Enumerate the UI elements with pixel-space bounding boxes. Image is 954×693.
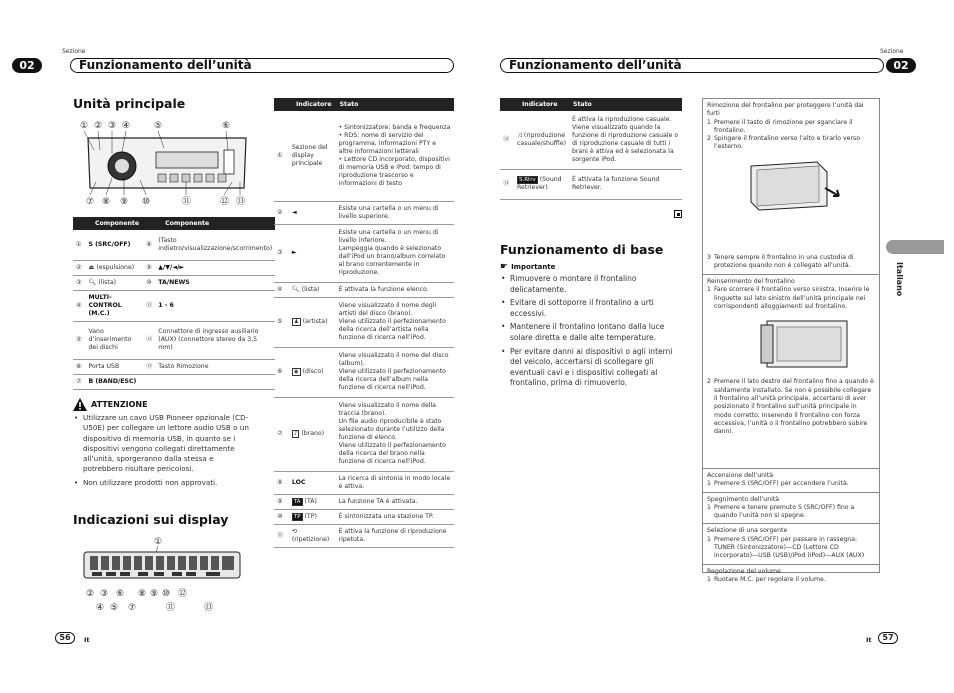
svg-text:⑦: ⑦ (86, 197, 95, 207)
list-item: • Evitare di sottoporre il frontalino a urti eccessivi. (500, 298, 684, 319)
table-row (274, 224, 454, 282)
status-text: Viene visualizzato il nome del disco (album). Viene utilizzato il perfezionamento della ricerca dell’album nella funzione di ricerca nell’iPod. (336, 347, 454, 397)
row-number: ⑪ (143, 290, 155, 321)
head-unit-illustration (78, 116, 256, 208)
svg-text:①: ① (154, 537, 163, 547)
repeat-icon: ⟲ (291, 527, 298, 535)
table-row (500, 169, 682, 199)
table-row (73, 290, 275, 321)
status-text: È attiva la funzione di riproduzione ripetuta. (336, 524, 454, 547)
indicator-label (289, 509, 336, 524)
component-label: Connettore di ingresso ausiliario (AUX) (connettore stereo da 3,5 mm) (155, 321, 275, 359)
status-header: Stato (336, 98, 454, 111)
indicator-header: Indicatore (500, 98, 569, 111)
status-text: Esiste una cartella o un menu di livello inferiore. Lampeggia quando è selezionato dall’iPod un brano/album correlato al brano correntemente in riproduzione. (336, 224, 454, 282)
reinsert-title: Reinserimento del frontalino (707, 278, 795, 285)
table-row (73, 374, 275, 389)
components-header-2: Componente (143, 217, 275, 230)
step-1-icon: 1 (707, 575, 711, 583)
row-number: ② (274, 201, 289, 224)
svg-text:⑪: ⑪ (166, 603, 176, 613)
song-icon: ♪ (293, 431, 298, 437)
svg-text:⑫: ⑫ (178, 589, 188, 599)
table-row (73, 230, 275, 260)
end-mark-icon (674, 210, 682, 218)
indicator-label (514, 111, 569, 169)
warning-item: • Non utilizzare prodotti non approvati. (73, 478, 255, 488)
component-label: MULTI-CONTROL (M.C.) (85, 290, 143, 321)
list-item: • Rimuovere o montare il frontalino delicatamente. (500, 274, 684, 295)
row-number: ④ (274, 282, 289, 297)
svg-text:⑧: ⑧ (102, 197, 111, 207)
table-row (274, 494, 454, 509)
component-label: Tasto Rimozione (155, 359, 275, 374)
svg-text:⑨: ⑨ (150, 589, 159, 599)
component-label: 1 - 6 (155, 290, 275, 321)
remove-faceplate-drawing (747, 158, 843, 216)
indicator-label: ◄ (289, 201, 336, 224)
power-off-section (703, 493, 879, 525)
status-text: La funzione TA è attivata. (336, 494, 454, 509)
svg-text:⑧: ⑧ (138, 589, 147, 599)
component-label (155, 374, 275, 389)
importante-block (500, 262, 555, 272)
components-table (73, 217, 275, 390)
step-2-icon: 2 (707, 378, 711, 386)
indicator-label: ► (289, 224, 336, 282)
importante-label: Importante (511, 263, 556, 271)
step-1-icon: 1 (707, 118, 711, 126)
status-text: È attivata la funzione elenco. (336, 282, 454, 297)
source-section (703, 524, 879, 564)
row-number: ⑥ (274, 347, 289, 397)
tp-indicator: (TP) (304, 512, 317, 520)
sound-retriever-icon: S.Rtrv (519, 177, 536, 183)
svg-text:⑤: ⑤ (110, 603, 119, 613)
list-indicator: (lista) (301, 285, 320, 293)
instructions-box (702, 98, 880, 583)
table-row (274, 397, 454, 471)
row-number: ⑫ (143, 321, 155, 359)
step-1-icon: 1 (707, 480, 711, 488)
ta-indicator: (TA) (304, 497, 317, 505)
status-header: Stato (569, 98, 682, 111)
reinsert-section (703, 275, 879, 469)
indicator-label (289, 524, 336, 547)
row-number: ⑦ (73, 374, 85, 389)
row-number: ⑩ (143, 275, 155, 290)
step-3-icon: 3 (707, 254, 711, 261)
table-row (73, 321, 275, 359)
section-number: 02 (12, 58, 42, 73)
table-row (73, 359, 275, 374)
row-number: ⑨ (274, 494, 289, 509)
row-number: ① (73, 230, 85, 260)
disc-icon: ◉ (293, 369, 299, 375)
component-label: ▲/▼/◄/► (155, 260, 275, 275)
indicator-label (289, 297, 336, 347)
display-title: Indicazioni sui display (73, 512, 229, 527)
shuffle-icon: ⤨ (517, 131, 524, 139)
table-row (274, 282, 454, 297)
step-1-icon: 1 (707, 503, 711, 511)
remove-title: Rimozione del frontalino per proteggere l’unità dai furti (707, 102, 864, 118)
list-icon: 🔍︎ (291, 285, 302, 293)
row-number: ③ (274, 224, 289, 282)
svg-text:⑬: ⑬ (236, 197, 246, 207)
component-label: S (SRC/OFF) (85, 230, 143, 260)
page-number-left: 56 (55, 632, 75, 644)
head-unit-drawing (78, 116, 256, 208)
status-text: È sintonizzata una stazione TP. (336, 509, 454, 524)
sezione-label: Sezione (62, 48, 86, 55)
svg-text:⑤: ⑤ (154, 121, 163, 131)
warning-block (73, 398, 255, 491)
svg-text:⑨: ⑨ (120, 197, 129, 207)
artist-indicator: (artista) (302, 318, 328, 325)
table-row (274, 297, 454, 347)
component-label: Vano d’inserimento dei dischi (85, 321, 143, 359)
status-text: È attiva la riproduzione casuale. Viene visualizzato quando la funzione di riproduzione casuale o di riproduzione casuale di tutti i brani è attiva ed è selezionata la sorgente iPod. (569, 111, 682, 169)
source-step: Premere S (SRC/OFF) per passare in rassegna: TUNER (Sintonizzatore)—CD (Lettore CD incorporato)—USB (USB)/iPod (iPod)—AUX (AUX) (713, 535, 865, 560)
italiano-label: Italiano (895, 262, 904, 297)
table-row (274, 509, 454, 524)
lang-left: It (84, 636, 90, 644)
page-number-right: 57 (878, 632, 898, 644)
power-on-section (703, 469, 879, 493)
tp-icon: TP (293, 513, 301, 520)
song-indicator: (brano) (301, 430, 325, 437)
volume-step: Ruotare M.C. per regolare il volume. (713, 575, 826, 583)
svg-text:③: ③ (108, 121, 117, 131)
svg-text:⑦: ⑦ (128, 603, 137, 613)
ta-icon: TA (293, 498, 301, 505)
row-number: ⑥ (73, 359, 85, 374)
row-number: ⑨ (143, 260, 155, 275)
indicator-label: Sezione del display principale (289, 111, 336, 201)
list-item: • Per evitare danni ai dispositivi o agli interni del veicolo, accertarsi di scollegare gli eventuali cavi e i dispositivi collegati al frontalino, prima di rimuoverlo. (500, 347, 684, 389)
svg-text:②: ② (86, 589, 95, 599)
warning-title: ATTENZIONE (91, 400, 148, 409)
status-text: Viene visualizzato il nome degli artisti del disco (brano). Viene utilizzato il perfezionamento della ricerca dell’artista nella funzione di ricerca nell’iPod. (336, 297, 454, 347)
row-number: ⑧ (143, 230, 155, 260)
volume-title: Regolazione del volume (707, 567, 781, 575)
chapter-title: Funzionamento dell’unità (70, 58, 454, 73)
remove-section (703, 99, 879, 251)
svg-text:④: ④ (96, 603, 105, 613)
status-text: È attivata la funzione Sound Retriever. (569, 169, 682, 199)
row-number: ⑬ (143, 359, 155, 374)
row-number (143, 374, 155, 389)
italiano-side-label (892, 262, 906, 322)
svg-text:④: ④ (122, 121, 131, 131)
components-header-1: Componente (73, 217, 143, 230)
chapter-title-right: Funzionamento dell’unità (500, 58, 884, 73)
svg-text:⑥: ⑥ (116, 589, 125, 599)
base-list (500, 274, 684, 392)
component-label: Porta USB (85, 359, 143, 374)
power-off-step: Premere e tenere premuto S (SRC/OFF) fino a quando l’unità non si spegne. (713, 503, 855, 520)
power-on-title: Accensione dell’unità (707, 472, 773, 479)
artist-icon: ♟ (293, 319, 299, 325)
status-text: Esiste una cartella o un menu di livello superiore. (336, 201, 454, 224)
remove-step-3-section (703, 251, 879, 275)
repeat-indicator: (ripetizione) (291, 535, 330, 543)
list-icon: 🔍︎ (88, 278, 99, 286)
source-title: Selezione di una sorgente (707, 527, 788, 535)
table-row (274, 524, 454, 547)
row-number: ⑦ (274, 397, 289, 471)
status-text: Viene visualizzato il nome della traccia (brano). Un file audio riproducibile è stato selezionato durante l’utilizzo della funzione di elenco. Viene utilizzato il perfezionamento della ricerca del brano nella funzione di ricerca nell’iPod. (336, 397, 454, 471)
row-number: ① (274, 111, 289, 201)
component-label: TA/NEWS (155, 275, 275, 290)
row-number: ③ (73, 275, 85, 290)
svg-text:⑬: ⑬ (204, 603, 214, 613)
eject-icon: ⏏ (88, 263, 97, 271)
table-row (274, 471, 454, 494)
language-tab (886, 240, 944, 254)
base-title: Funzionamento di base (500, 242, 664, 257)
table-row (274, 201, 454, 224)
section-number-right: 02 (886, 58, 916, 73)
warning-icon (73, 398, 87, 411)
status-text: • Sintonizzatore: banda e frequenza • RDS: nome di servizio del programma, informazioni PTY e altre informazioni letterali • Lettore CD incorporato, dispositivi di memoria USB e iPod: tempo di riproduzione trascorso e informazioni di testo (336, 111, 454, 201)
table-row (73, 275, 275, 290)
row-number: ⑤ (73, 321, 85, 359)
power-on-step: Premere S (SRC/OFF) per accendere l’unità. (713, 480, 849, 488)
step-2-icon: 2 (707, 135, 711, 143)
svg-text:①: ① (80, 121, 89, 131)
table-row (73, 260, 275, 275)
row-number: ⑧ (274, 471, 289, 494)
indicator-header: Indicatore (274, 98, 336, 111)
row-number: ⑬ (500, 169, 514, 199)
svg-text:⑩: ⑩ (162, 589, 171, 599)
svg-text:②: ② (94, 121, 103, 131)
svg-text:⑫: ⑫ (220, 197, 230, 207)
indicator-label (514, 169, 569, 199)
component-label (85, 260, 143, 275)
svg-text:③: ③ (100, 589, 109, 599)
shuffle-indicator: (riproduzione casuale/shuffle) (517, 131, 567, 147)
component-label (85, 275, 143, 290)
disc-indicator: (disco) (302, 368, 324, 375)
indicator-label (289, 494, 336, 509)
row-number: ② (73, 260, 85, 275)
indicator-table (274, 98, 454, 548)
indicator-table-continued (500, 98, 682, 200)
indicator-label (289, 397, 336, 471)
sezione-label-right: Sezione (880, 48, 904, 55)
reinsert-faceplate-drawing (757, 315, 853, 371)
volume-section (703, 565, 879, 588)
indicator-label: LOC (289, 471, 336, 494)
svg-text:⑪: ⑪ (182, 197, 192, 207)
step-1-icon: 1 (707, 535, 711, 543)
lcd-display-drawing (82, 534, 242, 614)
row-number: ④ (73, 290, 85, 321)
remove-step-3: Tenere sempre il frontalino in una custodia di protezione quando non è collegato all’unità. (713, 254, 854, 270)
remove-step-1: Premere il tasto di rimozione per sganciare il frontalino. (713, 118, 853, 134)
power-off-title: Spegnimento dell’unità (707, 495, 780, 503)
component-label: B (BAND/ESC) (85, 374, 143, 389)
row-number: ⑪ (274, 524, 289, 547)
table-row (274, 111, 454, 201)
sound-retriever-indicator: (Sound Retriever) (517, 176, 562, 191)
warning-item: • Utilizzare un cavo USB Pioneer opzionale (CD-U50E) per collegare un lettore audio USB o un dispositivo di memoria USB, in quanto se i dispositivi vengono collegati direttamente all’unità, sporgeranno dalla stessa e potrebbero risultare pericolosi. (73, 413, 255, 475)
step-1-icon: 1 (707, 286, 711, 294)
list-label: (lista) (98, 278, 117, 286)
row-number: ⑫ (500, 111, 514, 169)
reinsert-step-1: Fare scorrere il frontalino verso sinistra. Inserire le linguette sul lato sinistro dell’unità principale nei corrispondenti alloggiamenti sul frontalino. (713, 286, 870, 310)
hand-icon: ☛ (500, 262, 509, 272)
main-unit-title: Unità principale (73, 96, 186, 111)
table-row (274, 347, 454, 397)
lang-right: It (866, 636, 872, 644)
svg-text:⑩: ⑩ (142, 197, 151, 207)
remove-step-2: Spingere il frontalino verso l’alto e tirarlo verso l’esterno. (713, 135, 861, 151)
component-label: (Tasto indietro/visualizzazione/scorrimento) (155, 230, 275, 260)
indicator-label (289, 282, 336, 297)
row-number: ⑤ (274, 297, 289, 347)
eject-label: (espulsione) (96, 263, 135, 271)
indicator-label (289, 347, 336, 397)
row-number: ⑩ (274, 509, 289, 524)
display-illustration (82, 534, 242, 614)
status-text: La ricerca di sintonia in modo locale è attiva. (336, 471, 454, 494)
list-item: • Mantenere il frontalino lontano dalla luce solare diretta e dalle alte temperature. (500, 322, 684, 343)
svg-text:⑥: ⑥ (222, 121, 231, 131)
reinsert-step-2: Premere il lato destro del frontalino fino a quando è saldamente installato. Se non è possibile collegare il frontalino all’unità principale, accertarsi di aver posizionato il frontalino sull’unità principale in modo corretto. Inserendo il frontalino con forza eccessiva, l’unità o il frontalino potrebbero subire danni. (713, 378, 874, 436)
table-row (500, 111, 682, 169)
